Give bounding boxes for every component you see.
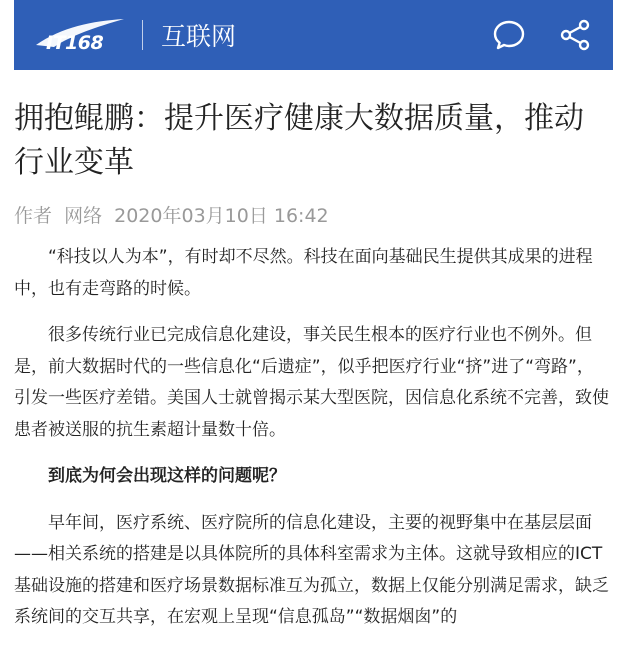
- publish-datetime: 2020年03月10日 16:42: [114, 205, 329, 227]
- paragraph: 很多传统行业已完成信息化建设，事关民生根本的医疗行业也不例外。但是，前大数据时代的一些信息化“后遗症”，似乎把医疗行业“挤”进了“弯路”，引发一些医疗差错。美国人士就曾揭示某大型医院，因信息化系统不完善，致使患者被送服的抗生素超计量数十倍。: [14, 325, 609, 440]
- it168-logo[interactable]: [32, 15, 128, 55]
- article-title: 拥抱鲲鹏：提升医疗健康大数据质量，推动行业变革: [14, 101, 584, 180]
- top-header: [14, 0, 613, 70]
- author-name: 网络: [64, 205, 103, 227]
- section-heading: 到底为何会出现这样的问题呢？: [48, 466, 286, 486]
- header-divider: [142, 20, 143, 50]
- comment-button[interactable]: [489, 15, 529, 55]
- paragraph: “科技以人为本”，有时却不尽然。科技在面向基础民生提供其成果的进程中，也有走弯路的时候。: [14, 247, 593, 299]
- header-actions: [489, 0, 613, 70]
- section-title[interactable]: 互联网: [161, 22, 237, 51]
- article-body: [14, 242, 610, 649]
- article-meta: [14, 201, 329, 228]
- paragraph: 早年间，医疗系统、医疗院所的信息化建设，主要的视野集中在基层层面——相关系统的搭建是以具体院所的具体科室需求为主体。这就导致相应的ICT基础设施的搭建和医疗场景数据标准互为孤立，数据上仅能分别满足需求，缺乏系统间的交互共享，在宏观上呈现“信息孤岛”“数据烟囱”的: [14, 512, 609, 627]
- share-icon: [558, 18, 592, 52]
- share-button[interactable]: [555, 15, 595, 55]
- author-label: 作者: [14, 205, 53, 227]
- logo-text: IT168: [46, 32, 104, 54]
- comment-icon: [492, 18, 526, 52]
